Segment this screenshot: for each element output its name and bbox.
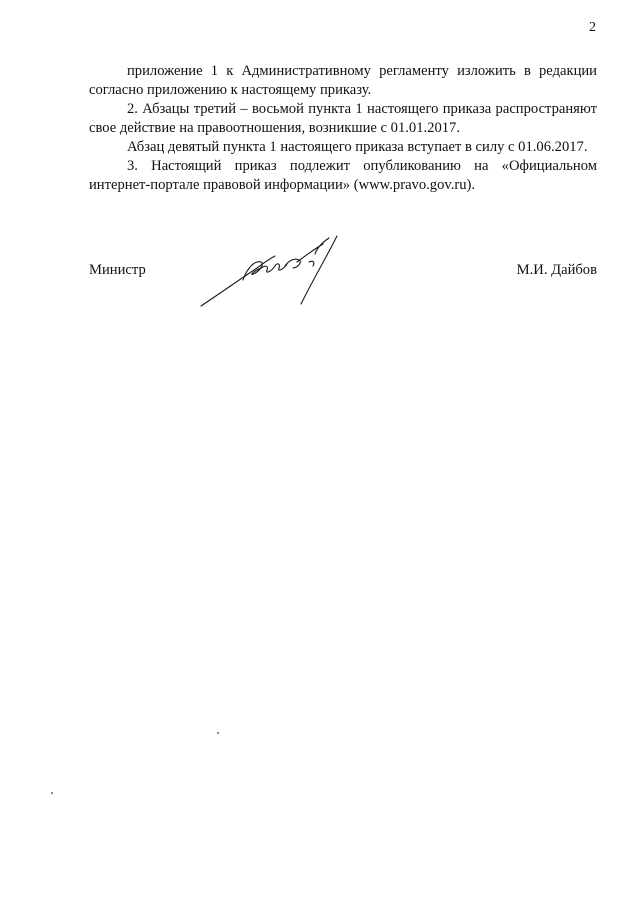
page-number: 2 [589, 20, 596, 35]
paragraph-item-3: 3. Настоящий приказ подлежит опубликованию на «Официальном интернет-портале правовой информации» (www.pravo.gov.ru). [89, 158, 597, 193]
signer-name: М.И. Дайбов [516, 262, 597, 278]
signer-position: Министр [89, 262, 146, 278]
signature-block [89, 232, 597, 312]
scan-speck [51, 792, 53, 794]
paragraph-ninth-clause: Абзац девятый пункта 1 настоящего приказа вступает в силу с 01.06.2017. [127, 139, 588, 155]
scan-speck [217, 732, 219, 734]
handwritten-signature-icon [199, 232, 349, 312]
paragraph-item-2: 2. Абзацы третий – восьмой пункта 1 настоящего приказа распространяют свое действие на правоотношения, возникшие с 01.01.2017. [89, 101, 597, 136]
document-body [89, 62, 597, 195]
paragraph-appendix: приложение 1 к Административному регламенту изложить в редакции согласно приложению к настоящему приказу. [89, 63, 597, 98]
